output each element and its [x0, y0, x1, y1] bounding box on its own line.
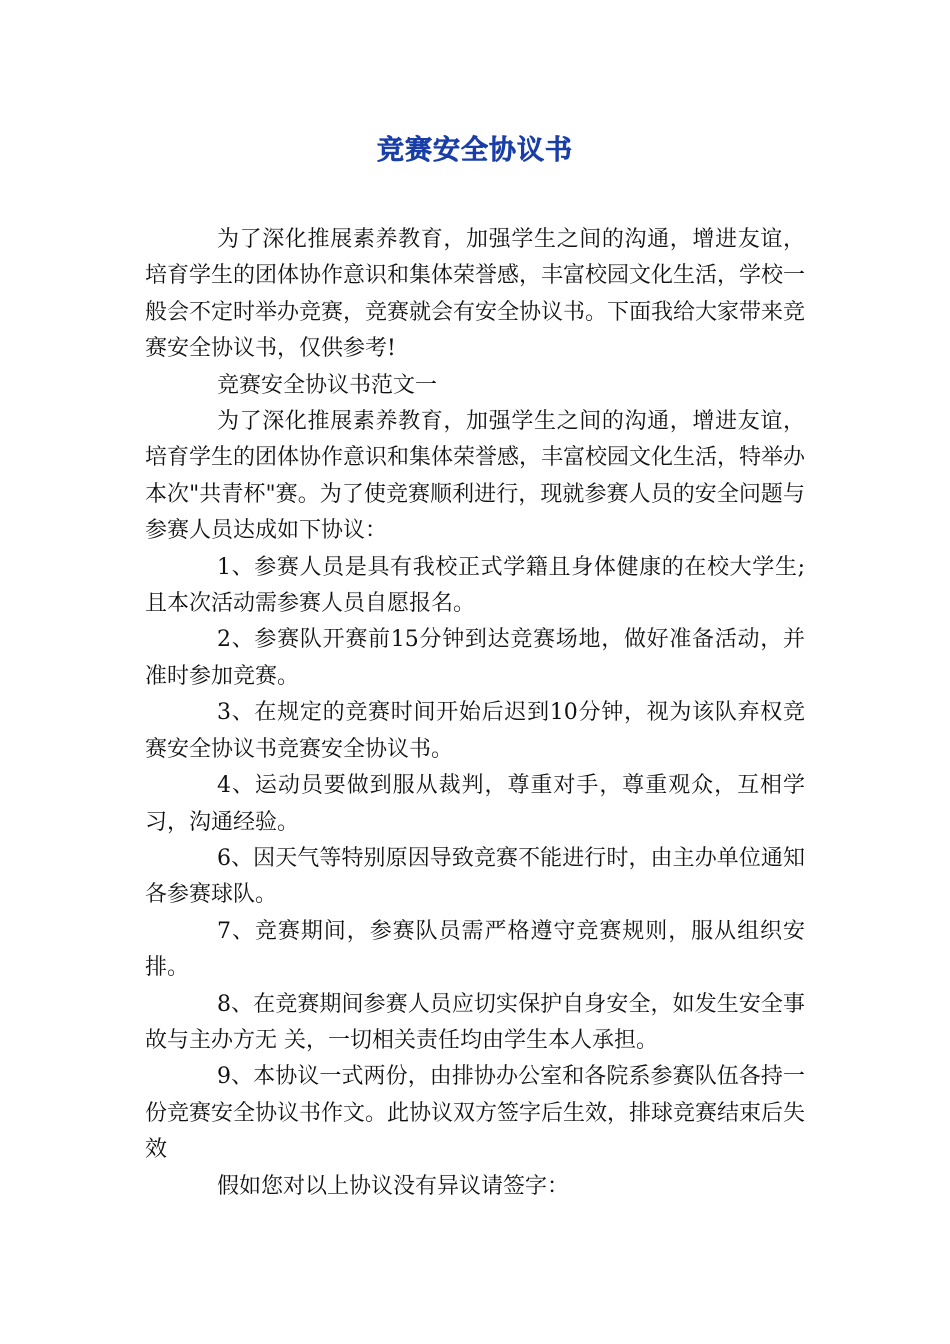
clause-4: 4、运动员要做到服从裁判，尊重对手，尊重观众，互相学习，沟通经验。 [145, 773, 805, 835]
clause-8: 8、在竞赛期间参赛人员应切实保护自身安全，如发生安全事故与主办方无 关，一切相关责任均由学生本人承担。 [145, 991, 805, 1053]
clause-7: 7、竞赛期间，参赛队员需严格遵守竞赛规则，服从组织安排。 [145, 918, 805, 981]
clause-9: 9、本协议一式两份，由排协办公室和各院系参赛队伍各持一份竞赛安全协议书作文。此协议双方签字后生效，排球竞赛结束后失效 [145, 1064, 806, 1163]
section-heading: 竞赛安全协议书范文一 [217, 372, 438, 398]
signature-prompt: 假如您对以上协议没有异议请签字： [217, 1173, 570, 1199]
document-body [145, 222, 805, 1205]
document-title: 竞赛安全协议书 [377, 135, 573, 166]
clause-1: 1、参赛人员是具有我校正式学籍且身体健康的在校大学生;且本次活动需参赛人员自愿报名。 [145, 554, 805, 617]
agreement-preamble: 为了深化推展素养教育，加强学生之间的沟通，增进友谊，培育学生的团体协作意识和集体荣誉感，丰富校园文化生活，特举办本次"共青杯"赛。为了使竞赛顺利进行，现就参赛人员的安全问题与参赛人员达成如下协议： [145, 409, 806, 544]
intro-paragraph: 为了深化推展素养教育，加强学生之间的沟通，增进友谊，培育学生的团体协作意识和集体荣誉感，丰富校园文化生活，学校一般会不定时举办竞赛，竞赛就会有安全协议书。下面我给大家带来竞赛安全协议书，仅供参考! [145, 227, 806, 362]
clause-3: 3、在规定的竞赛时间开始后迟到10分钟，视为该队弃权竞赛安全协议书竞赛安全协议书。 [145, 700, 805, 762]
clause-2: 2、参赛队开赛前15分钟到达竞赛场地，做好准备活动，并准时参加竞赛。 [145, 627, 805, 689]
clause-6: 6、因天气等特别原因导致竞赛不能进行时，由主办单位通知各参赛球队。 [145, 845, 805, 908]
